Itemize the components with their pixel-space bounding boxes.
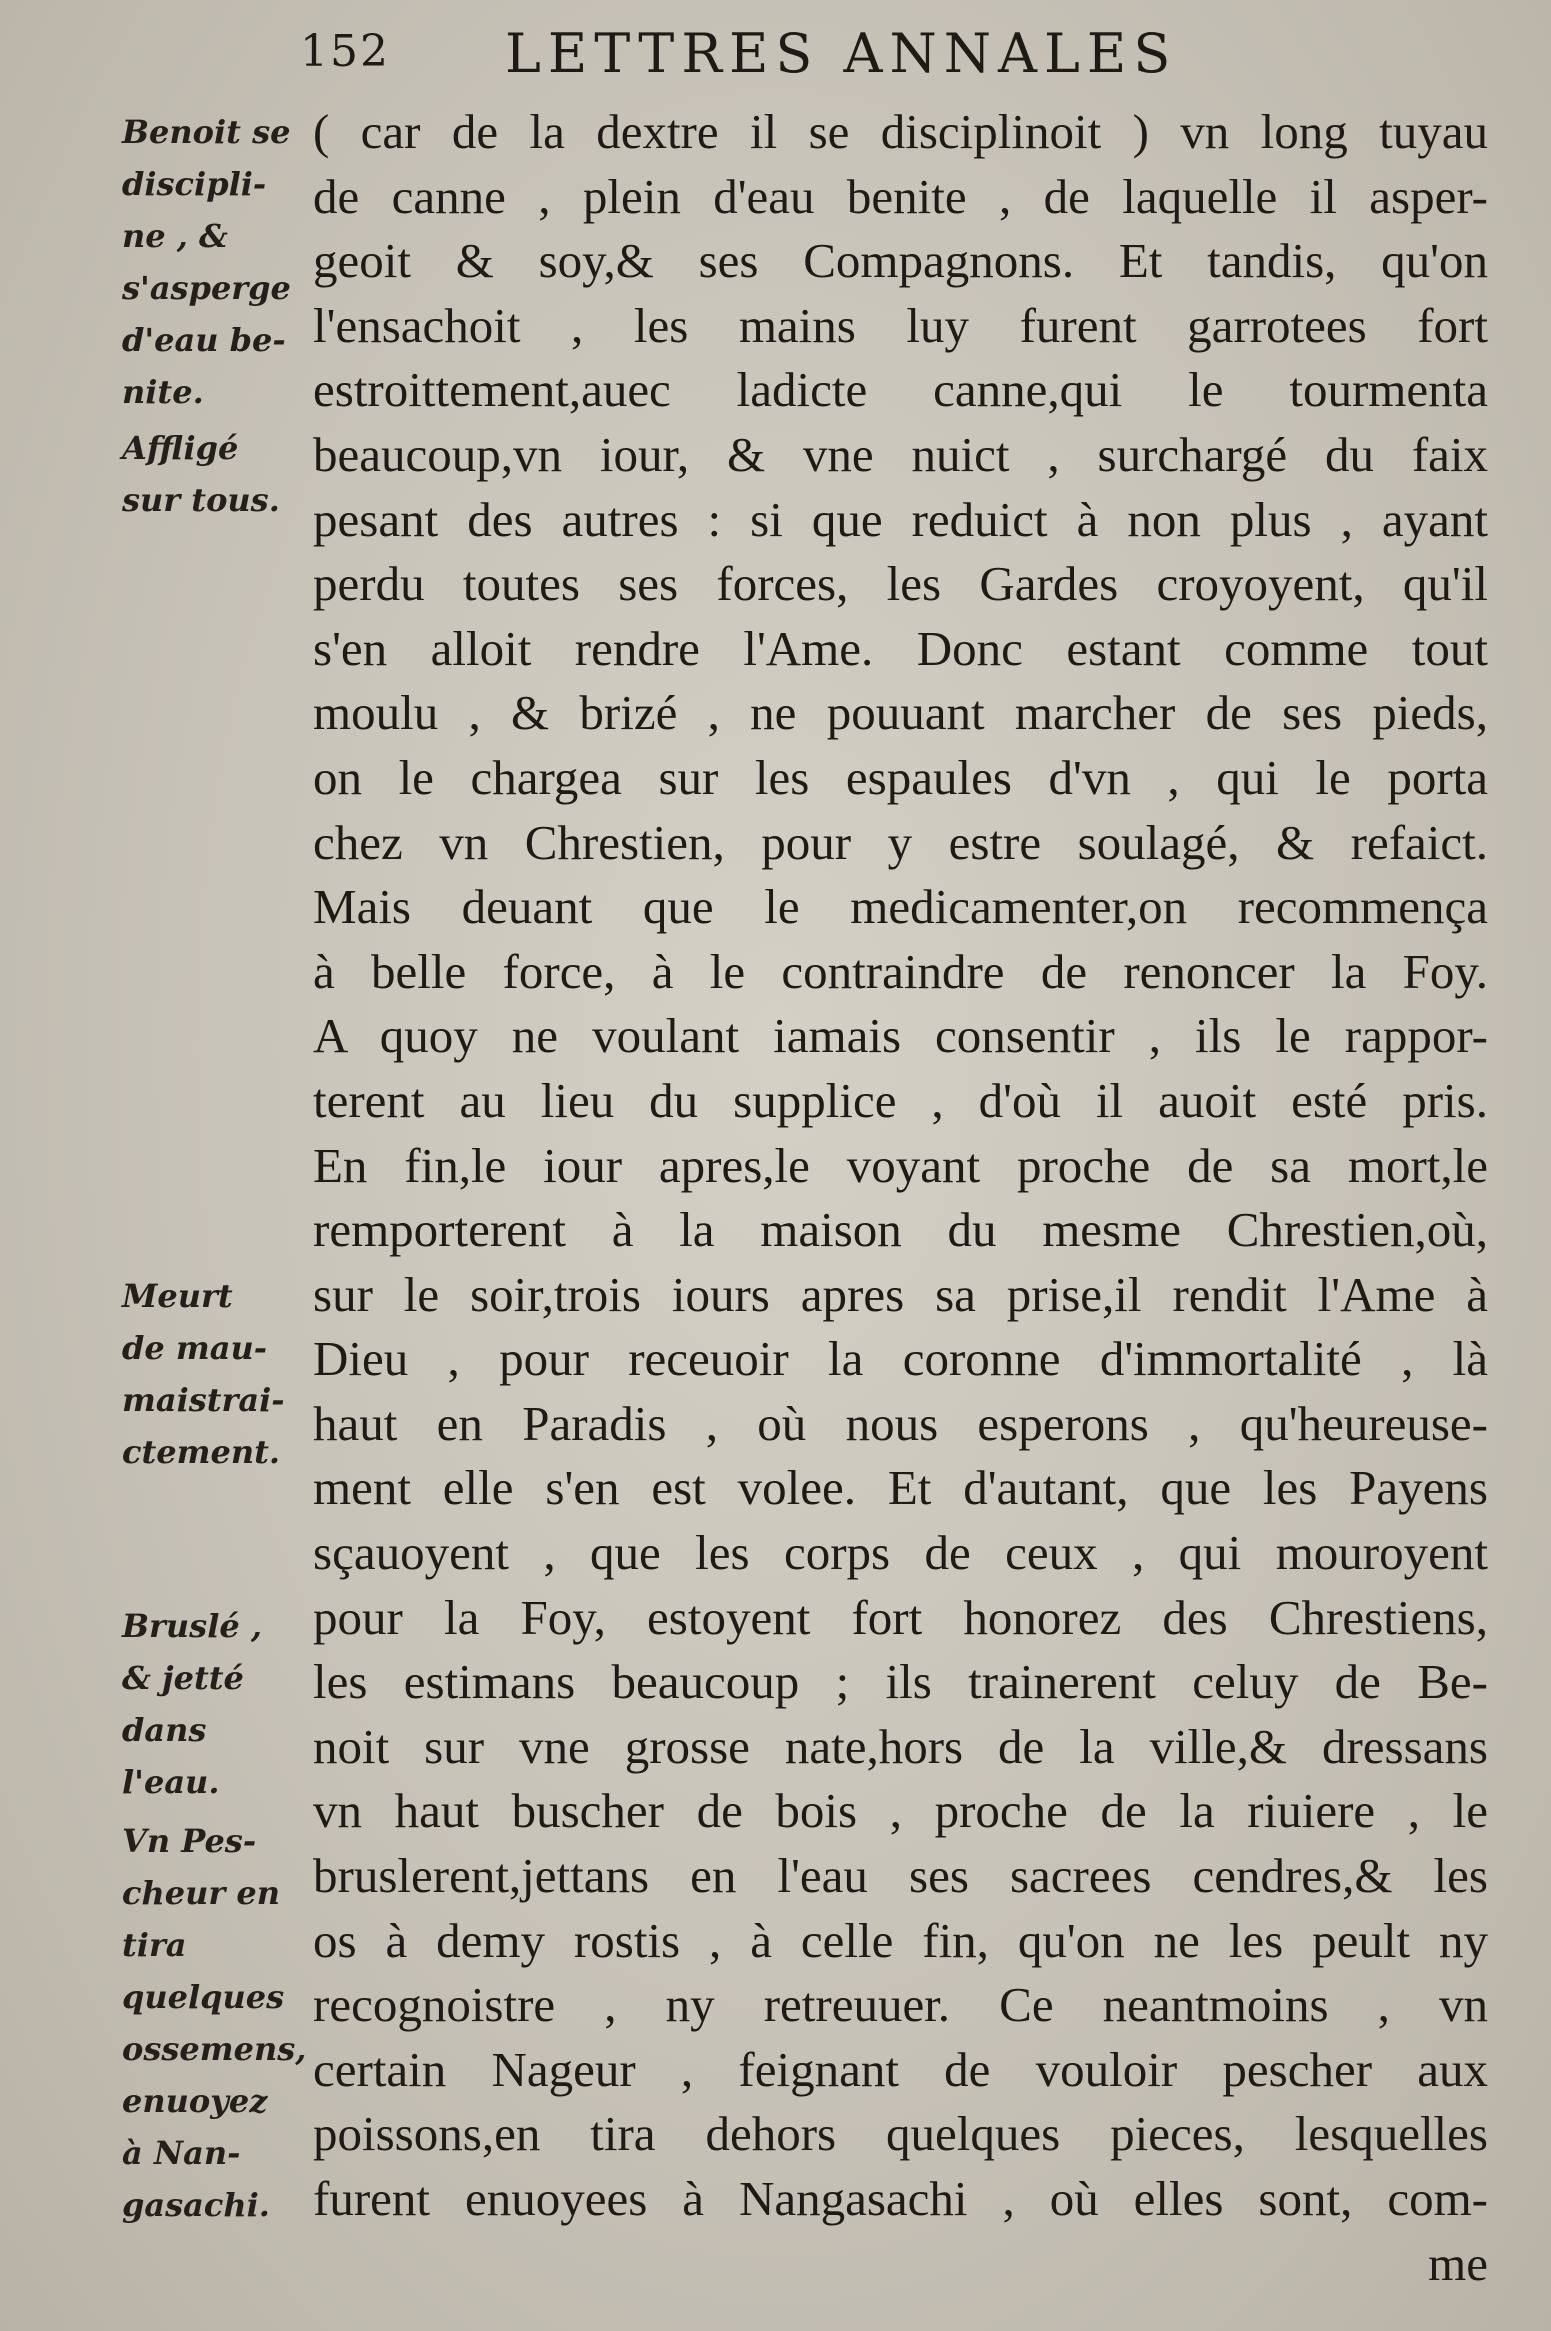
text-line: remporterent à la maison du mesme Chrestien,où, [313, 1202, 1488, 1258]
text-line: estroittement,auec ladicte canne,qui le tourmenta [313, 362, 1488, 418]
margin-note-line: dans [122, 1711, 207, 1749]
text-line: on le chargea sur les espaules d'vn , qui le porta [313, 749, 1488, 805]
margin-note-line: à Nan- [122, 2134, 241, 2172]
text-line: noit sur vne grosse nate,hors de la ville,& dressans [313, 1718, 1488, 1774]
margin-note-line: cheur en [122, 1874, 280, 1912]
margin-note-line: de mau- [122, 1329, 268, 1367]
margin-note-line: tira [122, 1926, 187, 1964]
margin-note-line: & jetté [122, 1659, 244, 1697]
margin-note-line: enuoyez [122, 2082, 268, 2120]
catchword: me [1428, 2235, 1488, 2291]
margin-note-line: gasachi. [122, 2186, 270, 2224]
text-line: moulu , & brizé , ne pouuant marcher de ses pieds, [313, 685, 1488, 741]
margin-note-line: Meurt [122, 1277, 233, 1315]
margin-note-line: quelques [122, 1978, 285, 2016]
text-line: chez vn Chrestien, pour y estre soulagé, & refaict. [313, 814, 1488, 870]
text-line: poissons,en tira dehors quelques pieces, lesquelles [313, 2106, 1488, 2162]
margin-note-line: ne , & [122, 217, 228, 255]
margin-note-pescheur [122, 1815, 307, 2231]
main-text-block [313, 100, 1488, 2296]
text-line: ment elle s'en est volee. Et d'autant, que les Payens [313, 1460, 1488, 1516]
text-line: A quoy ne voulant iamais consentir , ils le rappor- [313, 1008, 1488, 1064]
text-line: l'ensachoit , les mains luy furent garrotees fort [313, 297, 1488, 353]
margin-note-line: Affligé [122, 429, 239, 467]
text-line: certain Nageur , feignant de vouloir pescher aux [313, 2041, 1488, 2097]
text-line: terent au lieu du supplice , d'où il auoit esté pris. [313, 1072, 1488, 1128]
margin-note-brusle [122, 1600, 302, 1808]
margin-note-line: discipli- [122, 165, 267, 203]
margin-note-line: nite. [122, 373, 204, 411]
margin-note-line: Vn Pes- [122, 1822, 257, 1860]
text-line: perdu toutes ses forces, les Gardes croyoyent, qu'il [313, 556, 1488, 612]
margin-note-meurt [122, 1270, 302, 1478]
margin-note-discipline [122, 106, 302, 418]
page-header [300, 22, 1300, 92]
text-line: os à demy rostis , à celle fin, qu'on ne les peult ny [313, 1912, 1488, 1968]
text-line: vn haut buscher de bois , proche de la riuiere , le [313, 1783, 1488, 1839]
text-line: les estimans beaucoup ; ils trainerent celuy de Be- [313, 1654, 1488, 1710]
margin-note-line: l'eau. [122, 1763, 220, 1801]
text-line: recognoistre , ny retreuuer. Ce neantmoins , vn [313, 1977, 1488, 2033]
text-line: bruslerent,jettans en l'eau ses sacrees cendres,& les [313, 1848, 1488, 1904]
text-line: beaucoup,vn iour, & vne nuict , surchargé du faix [313, 426, 1488, 482]
margin-note-line: maistrai- [122, 1381, 285, 1419]
margin-note-line: ctement. [122, 1433, 281, 1471]
text-line: à belle force, à le contraindre de renoncer la Foy. [313, 943, 1488, 999]
text-line: sur le soir,trois iours apres sa prise,il rendit l'Ame à [313, 1266, 1488, 1322]
margin-note-line: ossemens, [122, 2030, 307, 2068]
text-line: furent enuoyees à Nangasachi , où elles sont, com- [313, 2171, 1488, 2226]
margin-note-line: sur tous. [122, 481, 280, 519]
text-line: haut en Paradis , où nous esperons , qu'heureuse- [313, 1395, 1488, 1451]
margin-note-afflige [122, 422, 302, 526]
text-line: ( car de la dextre il se disciplinoit ) vn long tuyau [313, 104, 1488, 159]
text-line: Mais deuant que le medicamenter,on recommença [313, 879, 1488, 935]
margin-note-line: d'eau be- [122, 321, 286, 359]
margin-note-line: Bruslé , [122, 1607, 262, 1645]
text-line: Dieu , pour receuoir la coronne d'immortalité , là [313, 1331, 1488, 1387]
text-line: En fin,le iour apres,le voyant proche de sa mort,le [313, 1137, 1488, 1193]
margin-note-line: s'asperge [122, 269, 291, 307]
text-line: sçauoyent , que les corps de ceux , qui mouroyent [313, 1525, 1488, 1581]
text-line: pesant des autres : si que reduict à non plus , ayant [313, 491, 1488, 547]
page-number: 152 [300, 26, 390, 77]
text-line: s'en alloit rendre l'Ame. Donc estant comme tout [313, 620, 1488, 676]
text-line: de canne , plein d'eau benite , de laquelle il asper- [313, 168, 1488, 224]
text-line: geoit & soy,& ses Compagnons. Et tandis, qu'on [313, 233, 1488, 289]
text-line: pour la Foy, estoyent fort honorez des Chrestiens, [313, 1589, 1488, 1645]
running-head: LETTRES ANNALES [505, 22, 1178, 85]
margin-note-line: Benoit se [122, 113, 291, 151]
